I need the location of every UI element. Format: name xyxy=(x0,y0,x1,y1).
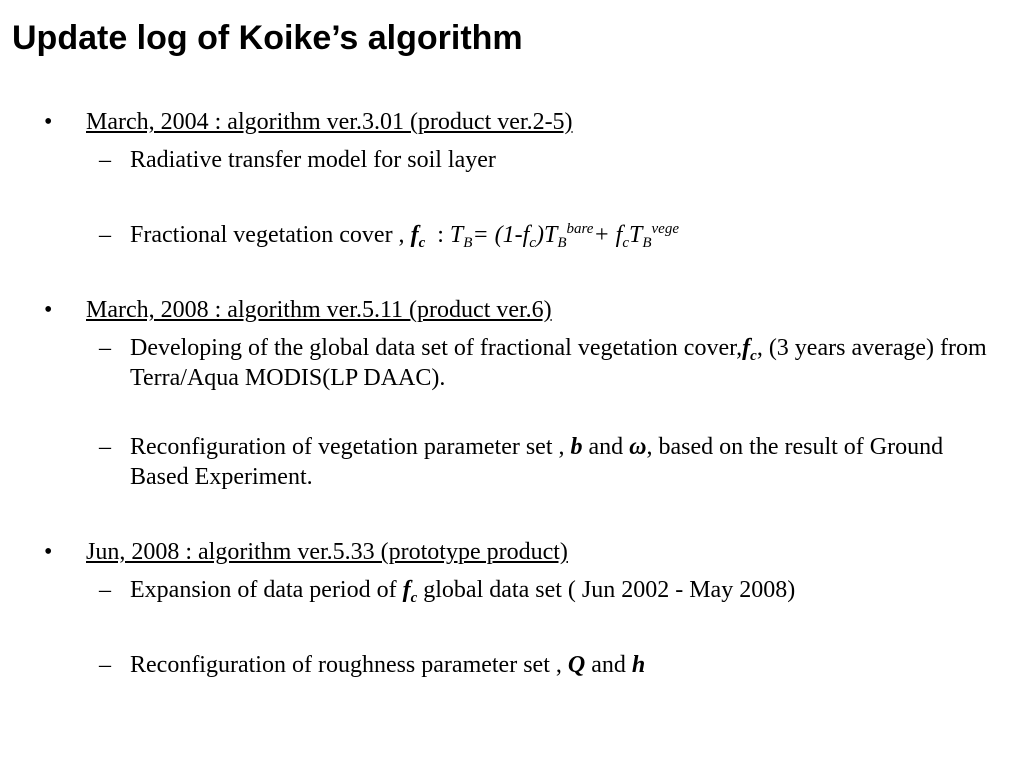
item-vegetation-parameter-set: Reconfiguration of vegetation parameter set , b and ω, based on the result of Ground Based Experiment. xyxy=(130,434,944,490)
dash-marker: – xyxy=(99,222,111,248)
item-expansion-data-period: Expansion of data period of $f_c$ global data set ( Jun 2002 - May 2008) xyxy=(130,577,796,606)
omega-symbol: ω xyxy=(629,434,647,460)
item-radiative-transfer: Radiative transfer model for soil layer xyxy=(130,147,496,173)
slide-title: Update log of Koike’s algorithm xyxy=(12,19,523,57)
equation-colon: : xyxy=(437,222,450,248)
fc-symbol: $f_c$ xyxy=(402,577,418,606)
section-heading-text: Jun, 2008 : algorithm ver.5.33 (prototype product) xyxy=(86,539,568,565)
bullet-marker: • xyxy=(44,109,53,135)
section-heading-text: March, 2008 : algorithm ver.5.11 (product ver.6) xyxy=(86,297,552,323)
item-fractional-vegetation-cover xyxy=(130,220,990,250)
section-heading-text: March, 2004 : algorithm ver.3.01 (product ver.2-5) xyxy=(86,109,573,135)
dash-marker: – xyxy=(99,652,111,678)
q-symbol: Q xyxy=(567,652,586,678)
fc-symbol: $f_c$ xyxy=(742,335,757,364)
section-heading-2008-june xyxy=(86,537,568,567)
h-symbol: h xyxy=(631,652,646,678)
section-heading-2008-march xyxy=(86,295,552,325)
item-global-data-set: Developing of the global data set of fractional vegetation $cover,f_c$, (3 years average) from Terra/Aqua MODIS(LP DAAC). xyxy=(130,335,987,391)
section-heading-2004 xyxy=(86,107,573,137)
dash-marker: – xyxy=(99,434,111,460)
bullet-marker: • xyxy=(44,297,53,323)
dash-marker: – xyxy=(99,577,111,603)
fc-symbol: $f_c$ xyxy=(410,222,426,251)
item-roughness-parameter-set: Reconfiguration of roughness parameter set , Q and h xyxy=(130,652,646,678)
dash-marker: – xyxy=(99,147,111,173)
dash-marker: – xyxy=(99,335,111,361)
equation-formula: $T_B= (1-f_c)T_B^{bare}+ f_cT_B^{vege}$ xyxy=(449,221,679,251)
bullet-marker: • xyxy=(44,539,53,565)
b-symbol: b xyxy=(570,434,583,460)
item-text: Fractional vegetation cover , xyxy=(130,222,411,248)
